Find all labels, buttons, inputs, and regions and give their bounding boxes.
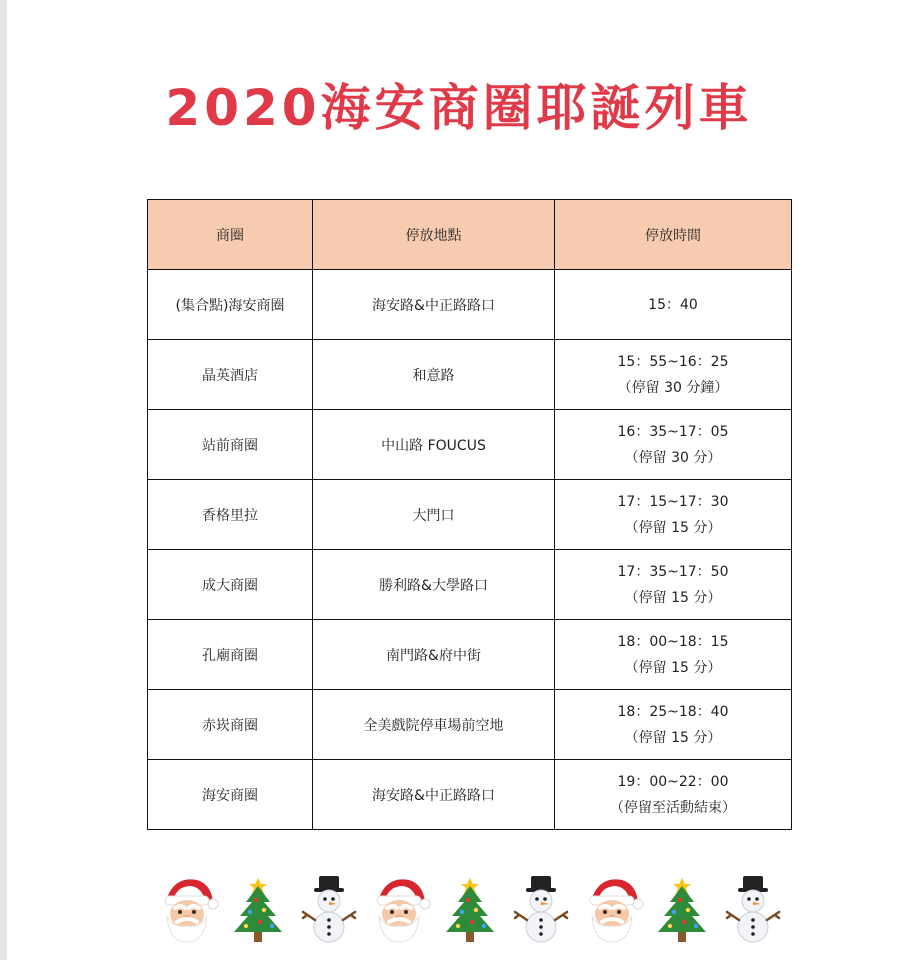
table-body	[148, 270, 792, 830]
cell-place: 南門路&府中街	[313, 620, 555, 690]
christmas-tree-icon	[226, 872, 290, 944]
santa-icon	[155, 872, 219, 944]
cell-time	[555, 410, 792, 480]
header-place: 停放地點	[313, 200, 555, 270]
cell-area: (集合點)海安商圈	[148, 270, 313, 340]
cell-time	[555, 760, 792, 830]
stay-duration-note: （停留至活動結束）	[610, 799, 736, 816]
cell-area: 晶英酒店	[148, 340, 313, 410]
cell-time	[555, 690, 792, 760]
stay-duration-note: （停留 30 分）	[624, 449, 722, 466]
table-row	[148, 480, 792, 550]
table-header-row	[148, 200, 792, 270]
table-row	[148, 340, 792, 410]
time-range: 16：35~17：05	[617, 423, 729, 440]
time-range: 18：25~18：40	[617, 703, 729, 720]
stay-duration-note: （停留 15 分）	[624, 729, 722, 746]
cell-place: 中山路 FOUCUS	[313, 410, 555, 480]
time-range: 19：00~22：00	[617, 773, 729, 790]
santa-icon	[367, 872, 431, 944]
cell-time	[555, 340, 792, 410]
time-range: 18：00~18：15	[617, 633, 729, 650]
table-row	[148, 690, 792, 760]
snowman-icon	[721, 872, 785, 944]
christmas-tree-icon	[650, 872, 714, 944]
cell-place: 海安路&中正路路口	[313, 760, 555, 830]
cell-area: 赤崁商圈	[148, 690, 313, 760]
time-range: 15：55~16：25	[617, 353, 729, 370]
table-row	[148, 270, 792, 340]
cell-area: 站前商圈	[148, 410, 313, 480]
cell-time	[555, 480, 792, 550]
christmas-tree-icon	[438, 872, 502, 944]
emoji-decoration-row	[155, 868, 785, 948]
time-range: 17：35~17：50	[617, 563, 729, 580]
header-area: 商圈	[148, 200, 313, 270]
stay-duration-note: （停留 15 分）	[624, 519, 722, 536]
cell-place: 和意路	[313, 340, 555, 410]
cell-time	[555, 270, 792, 340]
cell-time	[555, 620, 792, 690]
stay-duration-note: （停留 30 分鐘）	[617, 379, 729, 396]
table-row	[148, 620, 792, 690]
cell-place: 全美戲院停車場前空地	[313, 690, 555, 760]
table-row	[148, 410, 792, 480]
table-row	[148, 550, 792, 620]
cell-place: 大門口	[313, 480, 555, 550]
cell-place: 勝利路&大學路口	[313, 550, 555, 620]
stay-duration-note: （停留 15 分）	[624, 589, 722, 606]
snowman-icon	[509, 872, 573, 944]
cell-area: 成大商圈	[148, 550, 313, 620]
snowman-icon	[297, 872, 361, 944]
cell-area: 香格里拉	[148, 480, 313, 550]
cell-time	[555, 550, 792, 620]
santa-icon	[580, 872, 644, 944]
page-edge	[0, 0, 7, 960]
header-time: 停放時間	[555, 200, 792, 270]
page-title: 2020海安商圈耶誕列車	[165, 79, 753, 137]
time-range: 17：15~17：30	[617, 493, 729, 510]
stay-duration-note: （停留 15 分）	[624, 659, 722, 676]
cell-area: 孔廟商圈	[148, 620, 313, 690]
time-range: 15：40	[648, 296, 698, 313]
cell-area: 海安商圈	[148, 760, 313, 830]
cell-place: 海安路&中正路路口	[313, 270, 555, 340]
schedule-table	[147, 199, 792, 830]
table-row	[148, 760, 792, 830]
